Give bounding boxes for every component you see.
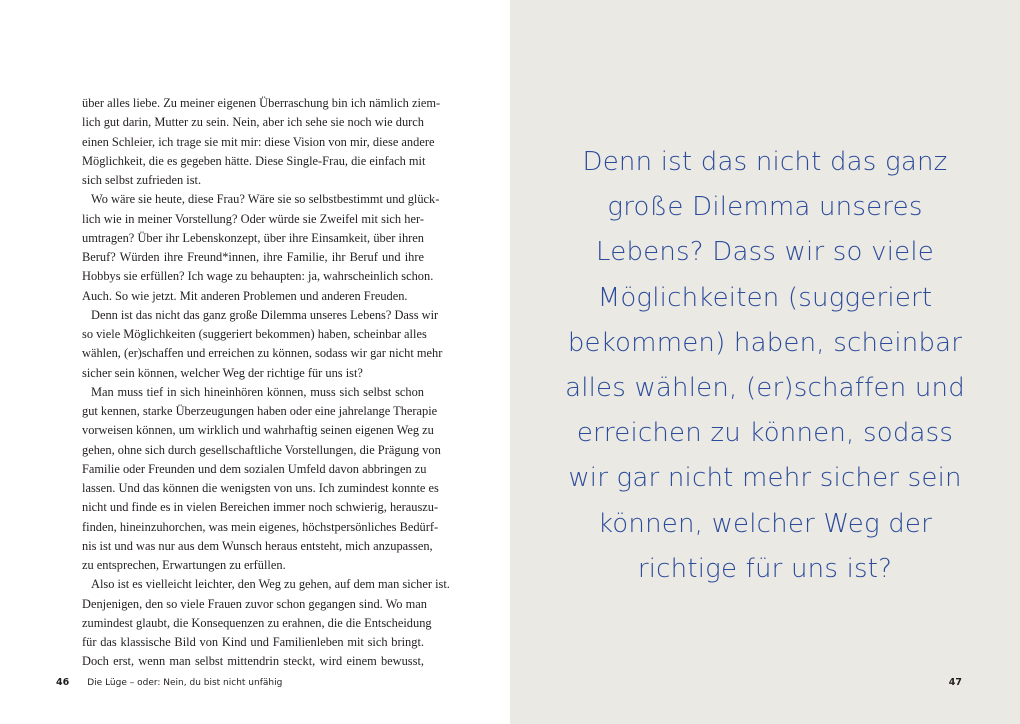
left-page-footer xyxy=(56,677,282,688)
pull-quote-line: erreichen zu können, sodass xyxy=(576,418,954,449)
body-line: Hobbys sie erfüllen? Ich wage zu behaupten: ja, wahrscheinlich schon. xyxy=(82,269,434,284)
body-line: gehen, ohne sich durch gesellschaftliche Vorstellungen, die Prägung von xyxy=(82,442,441,457)
body-line: gut kennen, starke Überzeugungen haben oder eine jahrelange Therapie xyxy=(82,404,438,418)
pull-quote-line: können, welcher Weg der xyxy=(597,508,933,539)
body-line: Auch. So wie jetzt. Mit anderen Problemen und anderen Freuden. xyxy=(82,288,408,303)
body-line: zu entsprechen, Erwartungen zu erfüllen. xyxy=(82,558,286,572)
body-line: Denjenigen, den so viele Frauen zuvor schon gegangen sind. Wo man xyxy=(82,596,427,611)
pull-quote-line: große Dilemma unseres xyxy=(607,192,923,223)
body-line: sicher sein können, welcher Weg der richtige für uns ist? xyxy=(82,365,363,380)
page-number-left: 46 xyxy=(56,677,70,688)
body-line: Also ist es vielleicht leichter, den Weg zu gehen, auf dem man sicher ist. xyxy=(91,577,450,592)
body-line: Man muss tief in sich hineinhören können, muss sich selbst schon xyxy=(91,384,424,399)
running-head: Die Lüge – oder: Nein, du bist nicht unfähig xyxy=(87,678,283,688)
pull-quote-line: Denn ist das nicht das ganz xyxy=(582,147,948,177)
page-number-right: 47 xyxy=(948,677,962,688)
pull-quote-line: bekommen) haben, scheinbar xyxy=(567,327,963,358)
body-line: finden, hineinzuhorchen, was mein eigenes, höchstpersönliches Bedürf- xyxy=(82,519,439,534)
body-line: vorweisen können, um wirklich und wahrhaftig seinen eigenen Weg zu xyxy=(82,423,434,438)
body-line: über alles liebe. Zu meiner eigenen Überraschung bin ich nämlich ziem- xyxy=(82,96,441,110)
body-line: lich wie in meiner Vorstellung? Oder würde sie Zweifel mit sich her- xyxy=(82,211,424,226)
body-line: lich gut darin, Mutter zu sein. Nein, aber ich sehe sie noch wie durch xyxy=(82,115,424,130)
body-line: umtragen? Über ihr Lebenskonzept, über ihre Einsamkeit, über ihren xyxy=(82,230,424,245)
body-line: so viele Möglichkeiten (suggeriert bekommen) haben, scheinbar alles xyxy=(82,327,427,341)
body-line: zumindest glaubt, die Konsequenzen zu erahnen, die die Entscheidung xyxy=(82,615,432,630)
body-line: Familie oder Freunden und dem sozialen Umfeld davon abbringen zu xyxy=(82,461,427,476)
body-line: nis ist und was nur aus dem Wunsch heraus entsteht, mich anzupassen, xyxy=(82,538,433,553)
body-line: Doch erst, wenn man selbst mittendrin steckt, wird einem bewusst, xyxy=(82,654,424,669)
body-text xyxy=(82,94,450,672)
body-line: einen Schleier, ich trage sie mit mir: diese Vision von mir, diese andere xyxy=(82,134,435,149)
body-line: wählen, (er)schaffen und erreichen zu können, sodass wir gar nicht mehr xyxy=(82,346,443,361)
body-line: lassen. Und das können die wenigsten von uns. Ich zumindest konnte es xyxy=(82,481,439,495)
body-line: sich selbst zufrieden ist. xyxy=(82,173,202,187)
pull-quote xyxy=(510,140,1020,592)
pull-quote-line: Möglichkeiten (suggeriert xyxy=(597,282,933,313)
right-page xyxy=(510,0,1020,724)
body-line: für das klassische Bild von Kind und Familienleben mit sich bringt. xyxy=(82,635,424,649)
body-line: Beruf? Würden ihre Freund*innen, ihre Familie, ihr Beruf und ihre xyxy=(82,250,424,264)
body-line: Wo wäre sie heute, diese Frau? Wäre sie so selbstbestimmt und glück- xyxy=(91,192,440,207)
body-line: nicht und finde es in vielen Bereichen immer noch schwierig, herauszu- xyxy=(82,500,439,515)
pull-quote-line: Lebens? Dass wir so viele xyxy=(596,237,934,268)
body-line: Möglichkeit, die es gegeben hätte. Diese Single-Frau, die einfach mit xyxy=(82,153,426,168)
pull-quote-line: richtige für uns ist? xyxy=(637,553,893,584)
body-line: Denn ist das nicht das ganz große Dilemma unseres Lebens? Dass wir xyxy=(91,307,439,322)
pull-quote-line: alles wählen, (er)schaffen und xyxy=(565,373,965,404)
pull-quote-line: wir gar nicht mehr sicher sein xyxy=(568,463,962,494)
